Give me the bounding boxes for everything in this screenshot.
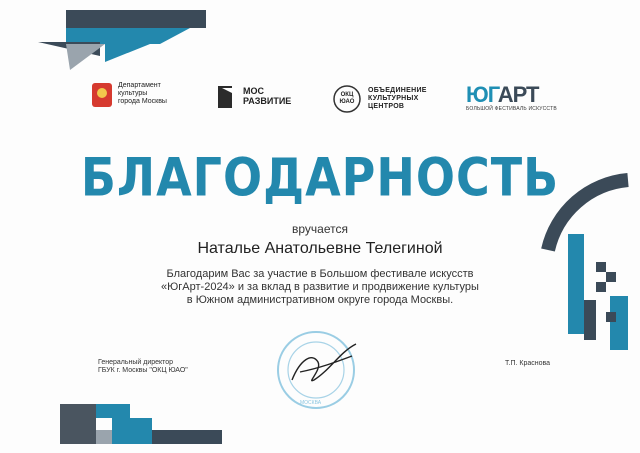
top-gray-wedge [66, 44, 105, 70]
top-blue-band [66, 28, 190, 44]
signer-name: Т.П. Краснова [505, 360, 551, 367]
logo-mos-razvitie [243, 86, 291, 106]
top-blue-triangle [105, 44, 150, 62]
body-line1: Благодарим Вас за участие в Большом фестивале искусств [166, 268, 474, 280]
stamp-outer [278, 332, 354, 408]
logo-okc-badge [336, 92, 358, 106]
dept-line1: Департамент [118, 82, 161, 89]
okc-badge-bottom: ЮАО [339, 99, 355, 105]
body-line2: «ЮгАрт-2024» и за вклад в развитие и продвижение культуры [161, 281, 479, 293]
mos-line1: МОС [243, 86, 264, 96]
body-line3: в Южном административном округе города Москвы. [186, 294, 454, 306]
top-dark-bar [66, 10, 206, 28]
okc-badge-top: ОКЦ [340, 92, 354, 98]
position-line1: Генеральный директор [98, 359, 174, 366]
right-small-square [596, 262, 606, 272]
signer-position [98, 359, 188, 375]
logo-okc [368, 87, 427, 111]
yugart-title-part1: ЮГ [466, 82, 498, 107]
yugart-title-part2: АРТ [497, 82, 539, 107]
recipient-name: Наталье Анатольевне Телегиной [197, 240, 443, 257]
signature-scribble [292, 344, 356, 381]
dept-line3: города Москвы [118, 98, 167, 105]
stamp-text: МОСКВА [300, 400, 322, 406]
bottom-dark-block [60, 404, 96, 444]
bottom-blue-bar [96, 404, 130, 418]
okc-line3: ЦЕНТРОВ [368, 103, 405, 110]
bottom-dark-bar [152, 430, 222, 444]
certificate-title: БЛАГОДАРНОСТЬ [80, 145, 560, 209]
logo-dept-culture [118, 82, 167, 106]
position-line2: ГБУК г. Москвы "ОКЦ ЮАО" [98, 367, 188, 374]
certificate-body [150, 268, 490, 307]
mos-line2: РАЗВИТИЕ [243, 96, 292, 106]
awarded-label: вручается [292, 222, 348, 236]
dept-line2: культуры [118, 90, 148, 97]
right-dark-block [584, 300, 596, 340]
right-blue-block [610, 296, 628, 350]
right-small-square-2 [606, 272, 616, 282]
bottom-blue-block [112, 418, 152, 444]
bottom-gray-block [96, 430, 112, 444]
okc-line2: КУЛЬТУРНЫХ [368, 95, 419, 102]
okc-line1: ОБЪЕДИНЕНИЕ [368, 87, 427, 94]
right-small-square-4 [606, 312, 616, 322]
logo-yugart [466, 84, 557, 112]
right-small-square-3 [596, 282, 606, 292]
yugart-subtitle: БОЛЬШОЙ ФЕСТИВАЛЬ ИСКУССТВ [466, 106, 557, 112]
